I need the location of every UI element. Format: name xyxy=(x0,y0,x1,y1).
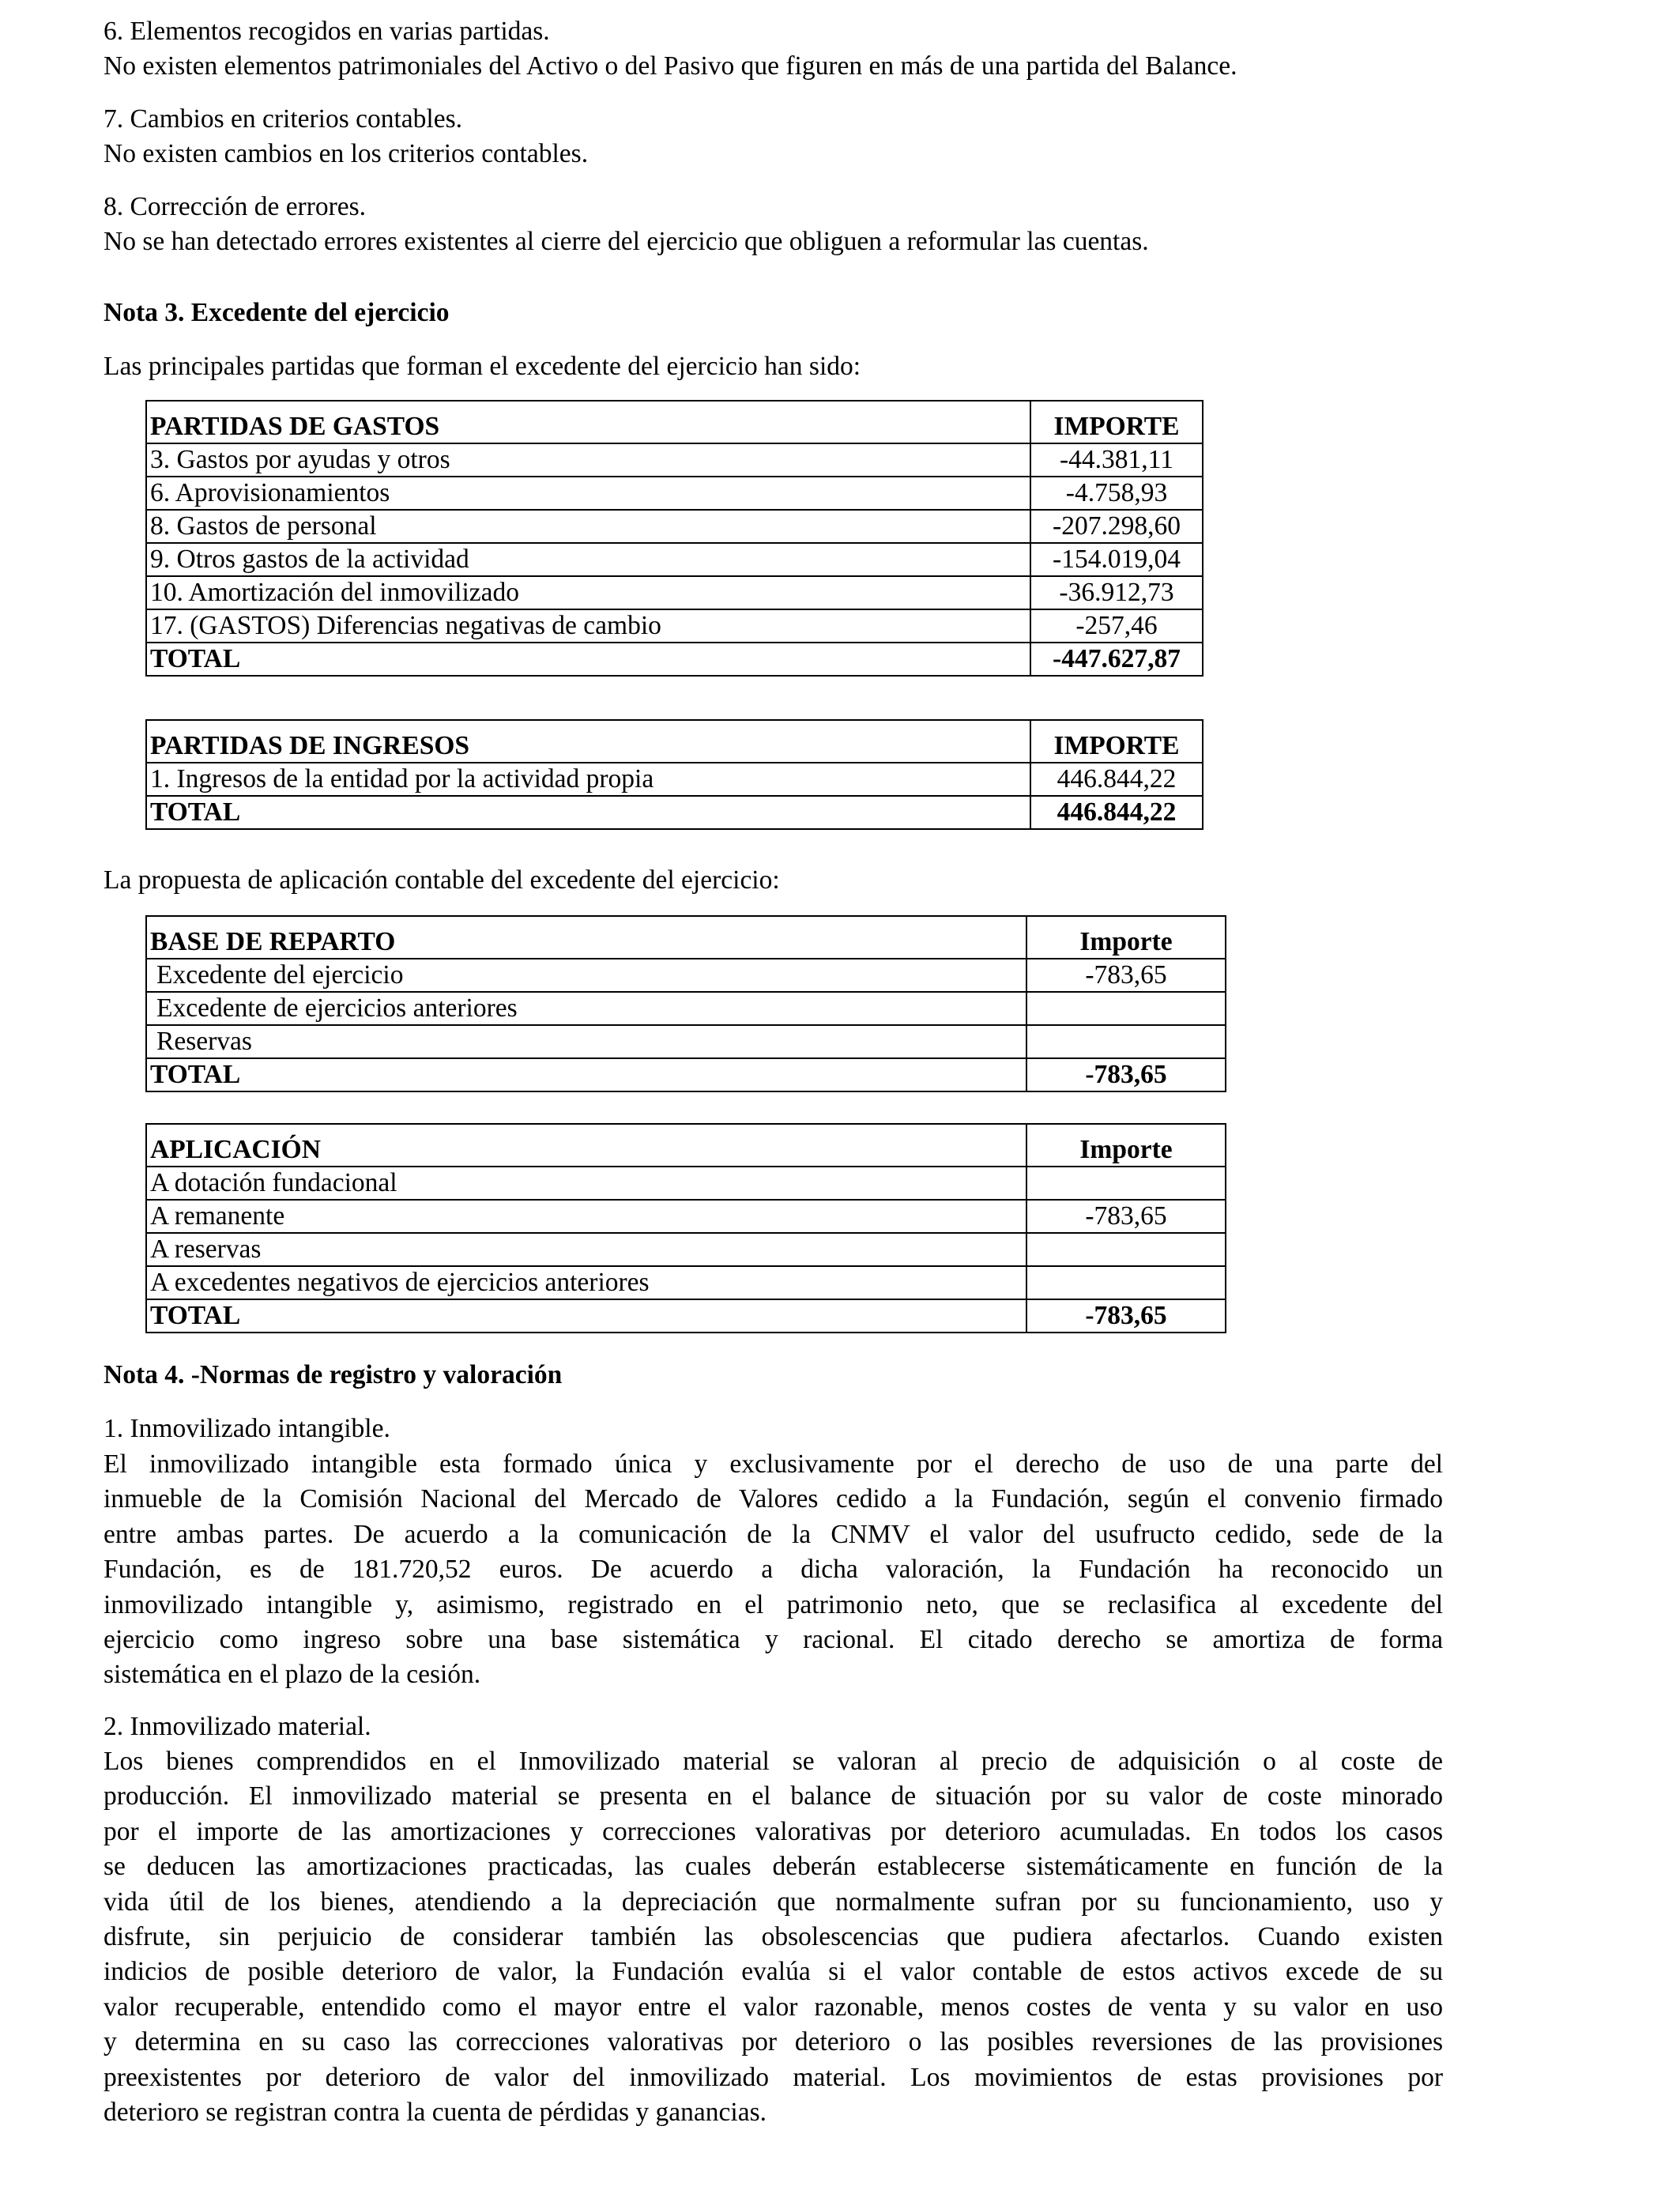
row-label: Excedente del ejercicio xyxy=(146,959,1026,992)
paragraph-line: vida útil de los bienes, atendiendo a la depreciación que normalmente sufran por su funcionamiento, uso y xyxy=(104,1887,1443,1917)
row-label: A reservas xyxy=(146,1233,1026,1266)
section6-heading: 6. Elementos recogidos en varias partidas. xyxy=(104,17,550,46)
row-label: 1. Ingresos de la entidad por la actividad propia xyxy=(146,763,1030,796)
nota4-sub1-heading: 1. Inmovilizado intangible. xyxy=(104,1414,390,1443)
row-amount: 446.844,22 xyxy=(1030,763,1203,796)
section8-heading: 8. Corrección de errores. xyxy=(104,192,367,221)
row-label: 10. Amortización del inmovilizado xyxy=(146,576,1030,609)
paragraph-line: valor recuperable, entendido como el mayor entre el valor razonable, menos costes de venta y su valor en uso xyxy=(104,1992,1443,2022)
ingresos-header: PARTIDAS DE INGRESOS xyxy=(146,720,1030,763)
ingresos-table xyxy=(145,719,1203,830)
paragraph-line: disfrute, sin perjuicio de considerar también las obsolescencias que pudiera afectarlos. Cuando existen xyxy=(104,1922,1443,1952)
gastos-table xyxy=(145,400,1203,677)
paragraph-line: deterioro se registran contra la cuenta de pérdidas y ganancias. xyxy=(104,2098,767,2128)
table-total-row xyxy=(146,796,1203,829)
paragraph-line: indicios de posible deterioro de valor, la Fundación evalúa si el valor contable de estos activos excede de su xyxy=(104,1957,1443,1987)
table-row xyxy=(146,1025,1226,1058)
paragraph-line: sistemática en el plazo de la cesión. xyxy=(104,1660,481,1690)
table-total-row xyxy=(146,1299,1226,1333)
section8-text: No se han detectado errores existentes al cierre del ejercicio que obliguen a reformular las cuentas. xyxy=(104,227,1149,256)
table-row xyxy=(146,959,1226,992)
section7-text: No existen cambios en los criterios contables. xyxy=(104,139,589,168)
row-amount xyxy=(1026,1025,1226,1058)
row-amount: -257,46 xyxy=(1030,609,1203,643)
table-total-row xyxy=(146,1058,1226,1091)
row-label: 9. Otros gastos de la actividad xyxy=(146,543,1030,576)
table-row xyxy=(146,1233,1226,1266)
propuesta-text: La propuesta de aplicación contable del excedente del ejercicio: xyxy=(104,865,780,895)
row-label: 3. Gastos por ayudas y otros xyxy=(146,443,1030,477)
table-header-row xyxy=(146,1124,1226,1167)
row-amount: -4.758,93 xyxy=(1030,477,1203,510)
total-amount: -447.627,87 xyxy=(1030,643,1203,676)
total-label: TOTAL xyxy=(146,1299,1026,1333)
table-row xyxy=(146,1167,1226,1200)
table-row xyxy=(146,477,1203,510)
row-amount xyxy=(1026,992,1226,1025)
row-label: A remanente xyxy=(146,1200,1026,1233)
table-row xyxy=(146,609,1203,643)
nota4-sub2-paragraph xyxy=(104,1744,1443,2130)
total-label: TOTAL xyxy=(146,643,1030,676)
row-label: Reservas xyxy=(146,1025,1026,1058)
paragraph-line: y determina en su caso las correcciones valorativas por deterioro o las posibles reversiones de las provisiones xyxy=(104,2027,1443,2057)
section6-text: No existen elementos patrimoniales del Activo o del Pasivo que figuren en más de una partida del Balance. xyxy=(104,51,1237,81)
paragraph-line: se deducen las amortizaciones practicadas, las cuales deberán establecerse sistemáticamente en función de la xyxy=(104,1852,1443,1882)
table-row xyxy=(146,1200,1226,1233)
paragraph-line: El inmovilizado intangible esta formado única y exclusivamente por el derecho de uso de una parte del xyxy=(104,1449,1443,1479)
base-header: BASE DE REPARTO xyxy=(146,916,1026,959)
table-row xyxy=(146,992,1226,1025)
paragraph-line: producción. El inmovilizado material se presenta en el balance de situación por su valor de coste minorado xyxy=(104,1781,1443,1811)
table-header-row xyxy=(146,401,1203,443)
table-total-row xyxy=(146,643,1203,676)
row-label: 17. (GASTOS) Diferencias negativas de cambio xyxy=(146,609,1030,643)
table-row xyxy=(146,510,1203,543)
nota3-title: Nota 3. Excedente del ejercicio xyxy=(104,298,450,327)
row-amount xyxy=(1026,1167,1226,1200)
table-row xyxy=(146,1266,1226,1299)
total-amount: 446.844,22 xyxy=(1030,796,1203,829)
row-label: 6. Aprovisionamientos xyxy=(146,477,1030,510)
table-row xyxy=(146,543,1203,576)
paragraph-line: por el importe de las amortizaciones y correcciones valorativas por deterioro acumuladas. En todos los casos xyxy=(104,1816,1443,1846)
table-header-row xyxy=(146,720,1203,763)
base-amount-header: Importe xyxy=(1026,916,1226,959)
row-amount: -783,65 xyxy=(1026,959,1226,992)
nota4-sub1-paragraph xyxy=(104,1447,1443,1693)
nota4-sub2-heading: 2. Inmovilizado material. xyxy=(104,1712,371,1741)
row-amount: -44.381,11 xyxy=(1030,443,1203,477)
paragraph-line: ejercicio como ingreso sobre una base sistemática y racional. El citado derecho se amortiza de forma xyxy=(104,1625,1443,1655)
row-label: 8. Gastos de personal xyxy=(146,510,1030,543)
table-row xyxy=(146,763,1203,796)
table-row xyxy=(146,443,1203,477)
total-label: TOTAL xyxy=(146,796,1030,829)
aplicacion-header: APLICACIÓN xyxy=(146,1124,1026,1167)
table-row xyxy=(146,576,1203,609)
gastos-header: PARTIDAS DE GASTOS xyxy=(146,401,1030,443)
paragraph-line: entre ambas partes. De acuerdo a la comunicación de la CNMV el valor del usufructo cedido, sede de la xyxy=(104,1519,1443,1549)
gastos-amount-header: IMPORTE xyxy=(1030,401,1203,443)
row-amount xyxy=(1026,1266,1226,1299)
paragraph-line: preexistentes por deterioro de valor del inmovilizado material. Los movimientos de estas provisiones por xyxy=(104,2062,1443,2092)
paragraph-line: inmovilizado intangible y, asimismo, registrado en el patrimonio neto, que se reclasifica al excedente del xyxy=(104,1589,1443,1619)
ingresos-amount-header: IMPORTE xyxy=(1030,720,1203,763)
row-amount xyxy=(1026,1233,1226,1266)
paragraph-line: Fundación, es de 181.720,52 euros. De acuerdo a dicha valoración, la Fundación ha reconocido un xyxy=(104,1555,1443,1585)
row-amount: -783,65 xyxy=(1026,1200,1226,1233)
total-amount: -783,65 xyxy=(1026,1058,1226,1091)
paragraph-line: inmueble de la Comisión Nacional del Mercado de Valores cedido a la Fundación, según el convenio firmado xyxy=(104,1484,1443,1514)
nota3-intro: Las principales partidas que forman el excedente del ejercicio han sido: xyxy=(104,352,861,381)
row-label: A excedentes negativos de ejercicios anteriores xyxy=(146,1266,1026,1299)
aplicacion-amount-header: Importe xyxy=(1026,1124,1226,1167)
section7-heading: 7. Cambios en criterios contables. xyxy=(104,104,463,134)
nota4-title: Nota 4. -Normas de registro y valoración xyxy=(104,1360,563,1389)
row-amount: -154.019,04 xyxy=(1030,543,1203,576)
total-label: TOTAL xyxy=(146,1058,1026,1091)
aplicacion-table xyxy=(145,1123,1226,1333)
paragraph-line: Los bienes comprendidos en el Inmovilizado material se valoran al precio de adquisición o al coste de xyxy=(104,1747,1443,1776)
row-label: A dotación fundacional xyxy=(146,1167,1026,1200)
row-amount: -36.912,73 xyxy=(1030,576,1203,609)
row-amount: -207.298,60 xyxy=(1030,510,1203,543)
table-header-row xyxy=(146,916,1226,959)
total-amount: -783,65 xyxy=(1026,1299,1226,1333)
base-reparto-table xyxy=(145,915,1226,1092)
row-label: Excedente de ejercicios anteriores xyxy=(146,992,1026,1025)
